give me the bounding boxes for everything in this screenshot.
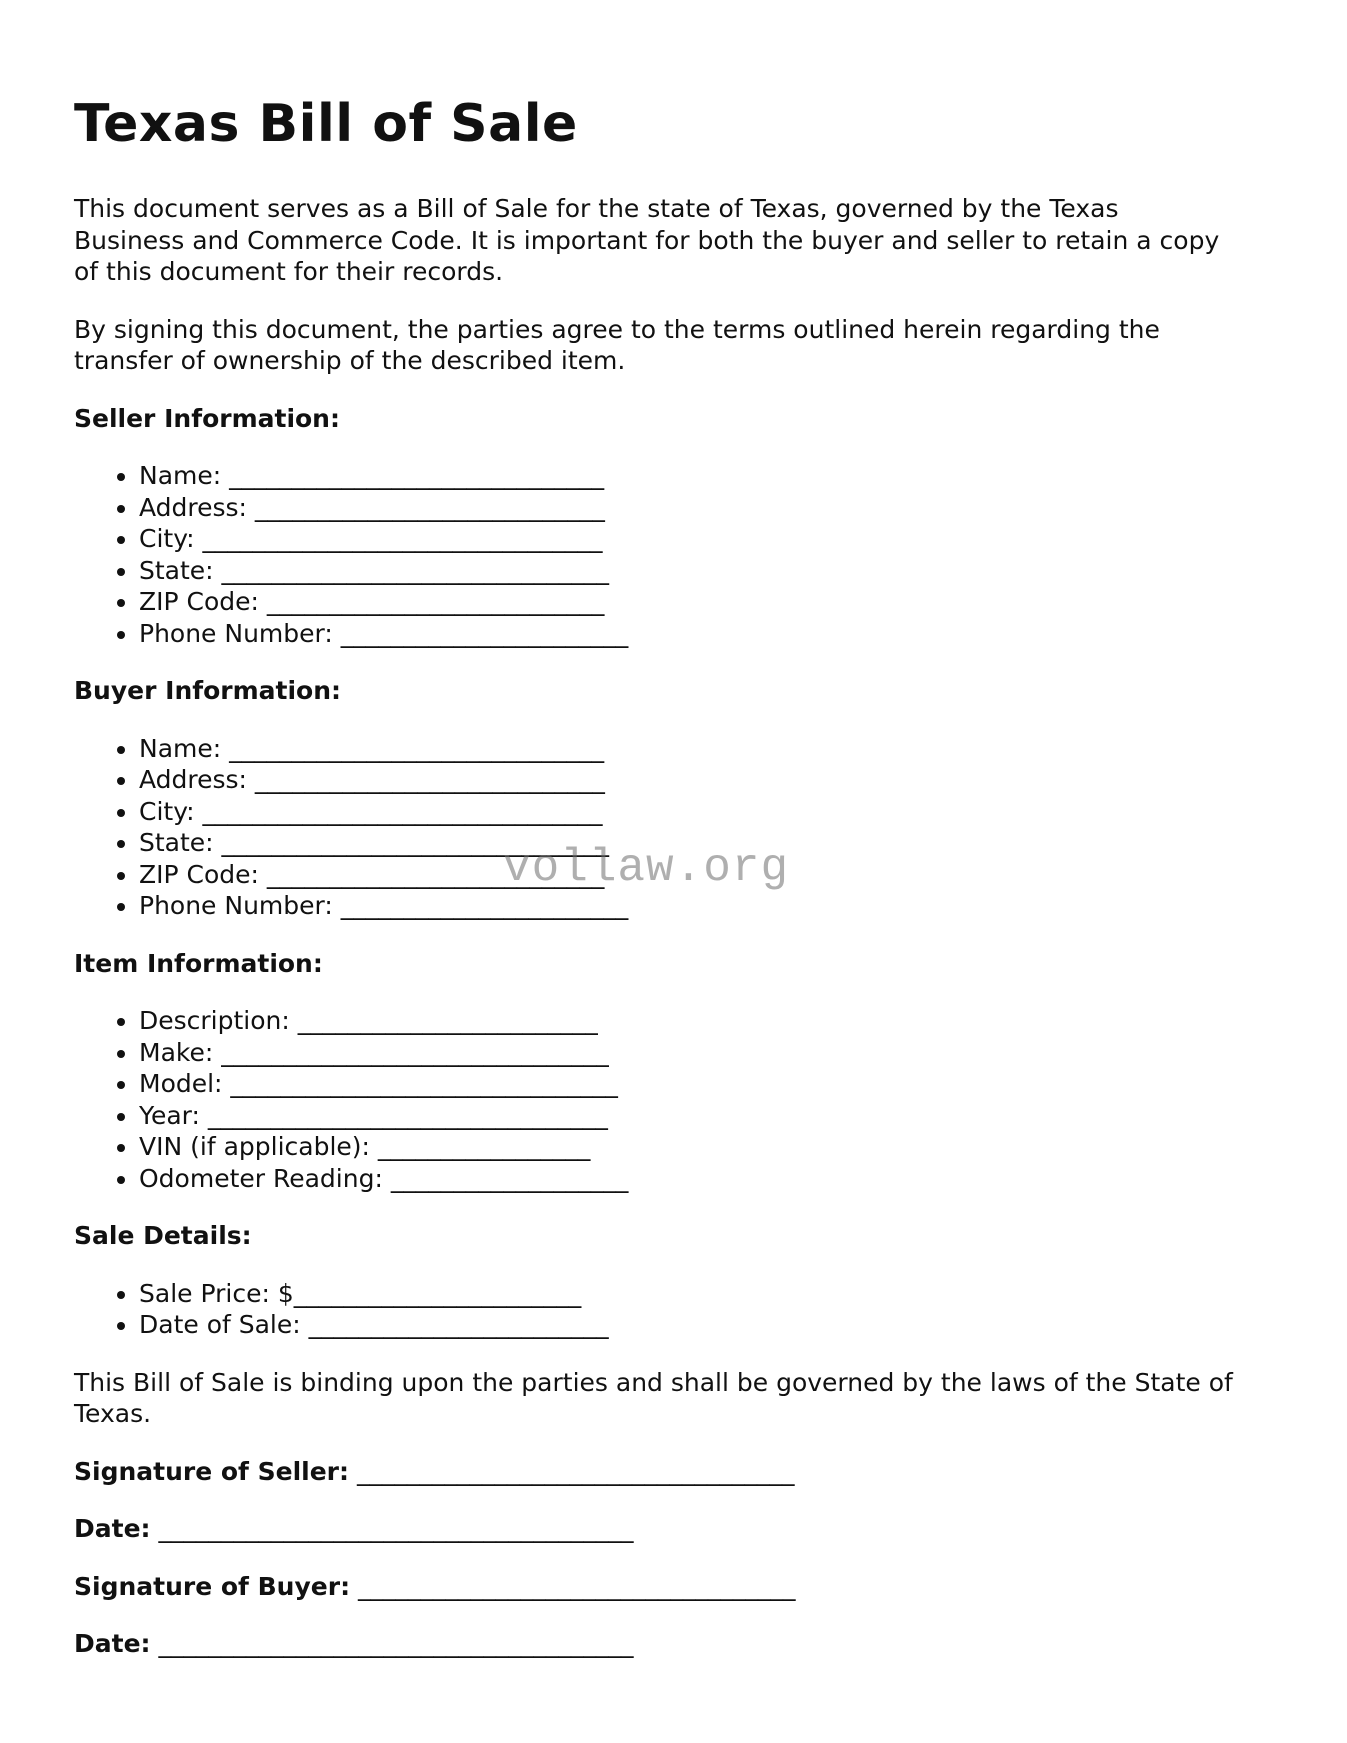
buyer-date-row [74, 1628, 1274, 1660]
agreement-paragraph: By signing this document, the parties agree to the terms outlined herein regarding the transfer of ownership of the described item. [74, 314, 1160, 375]
seller-name-field[interactable]: • Name: ______________________________ [139, 460, 1274, 492]
buyer-phone-field[interactable]: • Phone Number: _______________________ [139, 890, 1274, 922]
buyer-date-line[interactable]: ______________________________________ [158, 1629, 634, 1658]
seller-signature-label: Signature of Seller: [74, 1456, 350, 1486]
item-year-field[interactable]: • Year: ________________________________ [139, 1100, 1274, 1132]
buyer-date-label: Date: [74, 1629, 151, 1658]
seller-city-field[interactable]: • City: ________________________________ [139, 523, 1274, 555]
sale-price-field[interactable]: • Sale Price: $_______________________ [139, 1278, 1274, 1310]
item-make-field[interactable]: • Make: _______________________________ [139, 1037, 1274, 1069]
intro-paragraph: This document serves as a Bill of Sale for the state of Texas, governed by the Texas Business and Commerce Code. It is important for both the buyer and seller to retain a copy of this document for their records. [74, 194, 1220, 286]
item-model-field[interactable]: • Model: _______________________________ [139, 1068, 1274, 1100]
seller-date-label: Date: [74, 1514, 151, 1543]
buyer-zip-field[interactable]: • ZIP Code: ___________________________ [139, 859, 1274, 891]
document-page [74, 0, 1274, 1660]
seller-signature-row [74, 1456, 1274, 1488]
seller-phone-field[interactable]: • Phone Number: _______________________ [139, 618, 1274, 650]
buyer-section-heading: Buyer Information: [74, 676, 342, 705]
buyer-city-field[interactable]: • City: ________________________________ [139, 796, 1274, 828]
seller-state-field[interactable]: • State: _______________________________ [139, 555, 1274, 587]
seller-date-line[interactable]: ______________________________________ [158, 1514, 634, 1543]
seller-signature-line[interactable]: ___________________________________ [356, 1456, 795, 1486]
page-title: Texas Bill of Sale [74, 94, 578, 154]
seller-section-heading: Seller Information: [74, 403, 340, 433]
item-description-field[interactable]: • Description: ________________________ [139, 1005, 1274, 1037]
buyer-address-field[interactable]: • Address: ____________________________ [139, 764, 1274, 796]
sale-fields-list [74, 1278, 1274, 1341]
item-section-heading: Item Information: [74, 948, 323, 978]
item-fields-list [74, 1005, 1274, 1194]
sale-date-field[interactable]: • Date of Sale: ________________________ [139, 1309, 1274, 1341]
seller-fields-list [74, 460, 1274, 649]
closing-paragraph: This Bill of Sale is binding upon the parties and shall be governed by the laws of the State of Texas. [74, 1367, 1233, 1428]
seller-date-row [74, 1513, 1274, 1545]
buyer-signature-label: Signature of Buyer: [74, 1571, 351, 1601]
seller-zip-field[interactable]: • ZIP Code: ___________________________ [139, 586, 1274, 618]
watermark: vollaw.org [503, 842, 790, 894]
sale-section-heading: Sale Details: [74, 1221, 252, 1250]
buyer-name-field[interactable]: • Name: ______________________________ [139, 733, 1274, 765]
item-odometer-field[interactable]: • Odometer Reading: ___________________ [139, 1163, 1274, 1195]
buyer-signature-line[interactable]: ___________________________________ [358, 1571, 796, 1601]
item-vin-field[interactable]: • VIN (if applicable): _________________ [139, 1131, 1274, 1163]
seller-address-field[interactable]: • Address: ____________________________ [139, 492, 1274, 524]
buyer-signature-row [74, 1571, 1274, 1603]
buyer-state-field[interactable]: • State: _______________________________ [139, 827, 1274, 859]
